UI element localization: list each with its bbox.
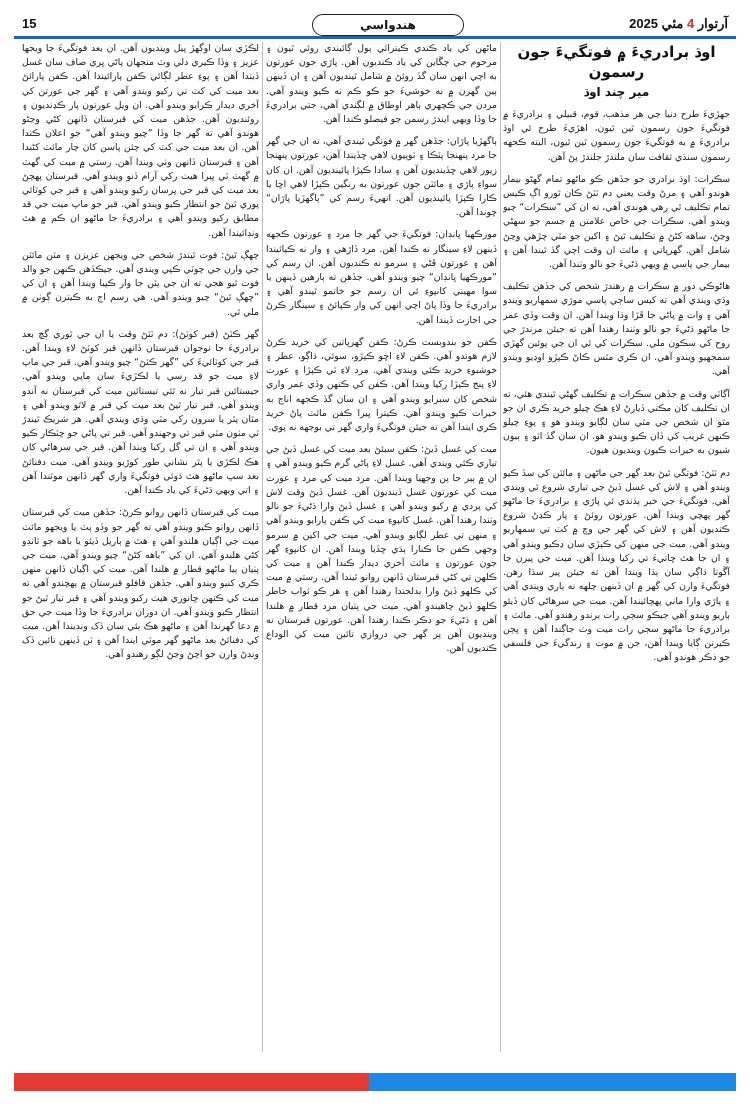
article-column-2 xyxy=(266,42,497,1052)
paragraph: ميت کي غسل ڏيڻ: ڪفن سبئڻ بعد ميت کي غسل ڏيڻ جي تياري ڪئي ويندي آهي. غسل لاءِ پاڻي گرم ڪيو ويندو آهي ۽ ان ۾ ٻير جا پن وجهيا ويندا آهن. مرد ميت کي مرد ۽ عورت ميت کي عورتون غسل ڏينديون آهن. غسل ڏيڻ وقت لاش کي پردي ۾ رکيو ويندو آهي ۽ غسل ڏيڻ وارا ڌڻيءَ جو نالو وٺندا رهندا آهن. غسل کانپوءِ ميت کي ڪفن پارايو ويندو آهي ۽ منهن تي عطر لڳايو ويندو آهي. ميت جي اکين ۾ سرمو وجهي ڪفن جا ڪنارا ٻڌي ڇڏيا ويندا آهن. ان کانپوءِ گهر جون عورتون ۽ مائٽ آخري ديدار ڪندا آهن ۽ ميت کي ڪلهن تي کڻي قبرستان ڏانهن روانو ٿيندا آهن. رستي ۾ ميت کي ڪلهو ڏيڻ وارا بدلجندا رهندا آهن ۽ هر ڪو ثواب خاطر ڪلهو ڏيڻ چاهيندو آهي. ميت جي پٺيان مرد قطار ۾ هلندا آهن ۽ ڌڻيءَ جو ذڪر ڪندا رهندا آهن. عورتون قبرستان نه وينديون آهن پر گهر جي دروازي تائين ميت کي الوداع ڪنديون آهن. xyxy=(266,444,497,655)
page-number: 15 xyxy=(22,16,37,31)
paragraph: ماڻهن کي ياد ڪندي ڪيترائي ٻول ڳائيندي روئي ٿيون ۽ مرحوم جي چڱاين کي ياد ڪنديون آهن. پاڙي جون عورتون به اچي انهن سان گڏ روئڻ ۾ شامل ٿينديون آهن ۽ ان ڏينهن ٻين گهرن ۾ به خوشيءَ جو ڪو ڪم نه ڪيو ويندو آهي. مردن جي ڪچهري ٻاهر اوطاق ۾ لڳندي آهي، جتي برادريءَ جا وڏا ويهي ايندڙ رسمن جو فيصلو ڪندا آهن. xyxy=(266,43,497,126)
paragraph: سڪرات: اوڌ برادري جو جڏهن ڪو ماڻهو تمام گهڻو بيمار هوندو آهي ۽ مرڻ وقت يعني دم ٽٽڻ ڪان ٿورو اڳ ڪيس تمام تڪليف ٿي رهي هوندي آهي، ته ان کي ”سڪرات“ چيو ويندو آهي. سڪرات جي خاص علامتن ۾ جسم جو سهڻي وڃڻ، ساهه کڻڻ ۾ تڪليف ٿيڻ ۽ اکين جو مٿي چڙهي وڃڻ شامل آهن. گهرڀاتي ۽ مائٽ ان وقت اچي گڏ ٿيندا آهن ۽ بيمار جي پاسي ۾ ويهي ڌڻيءَ جو نالو وٺندا آهن. xyxy=(503,173,730,271)
column-divider xyxy=(500,42,501,1052)
article-column-3 xyxy=(22,42,259,1052)
paragraph: چهڳ ٿيڻ: فوت ٿيندڙ شخص جي ويجهن عزيزن ۽ مٽن مائٽن جي وارن جي چوٽي ڪپي ويندي آهي. جيڪڏهن ڪنهن جو والد فوت ٿيو هجي ته ان جي پٽن جا وار ڪپيا ويندا آهن ۽ ان کي ”چهڳ ٿيڻ“ چيو ويندو آهي. هي رسم اڄ به ڪيترن ڳوٺن ۾ ملي ٿي. xyxy=(22,249,259,318)
date-day: آرتوار xyxy=(697,16,728,31)
footer-bar-red xyxy=(14,1073,369,1091)
issue-date xyxy=(629,16,728,32)
paragraph: ٻاگهڙيا پاڙان: جڏهن گهر ۾ فوتگي ٿيندي آهي، ته ان جي گهر جا مرد پنهنجا پٽڪا ۽ ٽوپيون لاهي ڇڏيندا آهن، عورتون پنهنجا زيور لاهي ڇڏينديون آهن ۽ سادا ڪپڙا پائينديون آهن. ان کان سواءِ پاڙي ۽ مائٽن جون عورتون به رنگين ڪپڙا لاهي اڇا يا ڪارا ڪپڙا پائينديون آهن. انهيءَ رسم کي ”ٻاگهڙيا پاڙان“ چوندا آهن. xyxy=(266,136,497,219)
date-month: مئي xyxy=(661,16,684,31)
paragraph: مورڪهيا ڀانڊان: فوتگيءَ جي گهر جا مرد ۽ عورتون ڪجهه ڏينهن لاءِ سينگار نه ڪندا آهن. مرد ڏاڙهي ۽ وار نه ڪپائيندا آهن ۽ عورتون ڦڻي ۽ سرمو نه ڪنديون آهن. ان رسم کي ”مورڪهيا ڀانڊان“ چيو ويندو آهي. جڏهن ته ٻارهين ڏينهن يا سوا مهيني کانپوءِ ئي ان رسم جو خاتمو ٿيندو آهي ۽ برادريءَ جا وڏا پاڻ اچي انهن کي وار ڪپائڻ ۽ سينگار ڪرڻ جي اجازت ڏيندا آهن. xyxy=(266,229,497,326)
header-rule xyxy=(14,36,736,39)
column-divider xyxy=(262,42,263,1052)
page-footer-bar xyxy=(14,1073,736,1091)
date-year: 2025 xyxy=(629,16,659,31)
paragraph: ميت کي قبرستان ڏانهن روانو ڪرڻ: جڏهن ميت کي قبرستان ڏانهن روانو ڪيو ويندو آهي ته گهر جو وڏو پٽ يا ويجهو مائٽ ميت جي اڳيان هلندو آهي ۽ هٿ ۾ ٻاريل ڏيئو يا باهه جو ٽانڊو کڻي هلندو آهي. ان کي ”باهه کڻڻ“ چيو ويندو آهي. ميت جي پٺيان ٻيا ماڻهو قطار ۾ هلندا آهن. ميت کي اڳيان ڏانهن منهن ڪري کنيو ويندو آهي. جڏهن قافلو قبرستان ۾ پهچندو آهي ته ميت کي ڪنهن ڇانوري هيٺ رکيو ويندو آهي ۽ قبر تيار ٿيڻ جو انتظار ڪيو ويندو آهي. ان دوران برادريءَ جا وڏا ميت جي حق ۾ دعا گهرندا آهن ۽ ماڻهو هڪ ٻئي سان ڏک ونڊيندا آهن. ميت کي دفنائڻ بعد ماڻهو گهر موٽي ايندا آهن ۽ ٽن ڏينهن تائين ڏک ونڊڻ وارن جو اچڻ وڃڻ لڳو رهندو آهي. xyxy=(22,507,259,661)
paragraph: جهڙيءَ طرح دنيا جي هر مذهب، قوم، قبيلي ۽ برادريءَ ۾ فوتگيءَ جون رسمون ٿين ٿيون، اهڙيءَ طرح ئي اوڌ برادريءَ ۾ به فوتگيءَ جون رسمون ٿين ٿيون، البته ڪجهه رسمون سنڌي ثقافت سان ملندڙ جلندڙ پڻ آهن. xyxy=(503,109,730,163)
paragraph: لڪڙي سان اوڳهڙ پيل وينديون آهن. ان بعد فوتگيءَ جا ويجها عزيز ۽ وڏا ڪيري دلي وٽ منجهان پاڻي ڀري صاف سان غسل ڏيندا آهن ۽ پوءِ عطر لڳائي ڪفن پارائيندا آهن. ڪفن پارائڻ بعد ميت کي کٽ تي رکيو ويندو آهي ۽ گهر جي عورتن کي آخري ديدار ڪرايو ويندو آهي. ان ويل عورتون پار ڪڍنديون ۽ روئنديون آهن. جڏهن ميت کي قبرستان ڏانهن کڻي وڃڻو هوندو آهي ته گهر جا وڏا ”چيو ويندو آهي“ جو اعلان ڪندا آهن. ان بعد ميت جي کٽ کي چئن پاسن کان چار مائٽ کڻندا آهن ۽ قبرستان ڏانهن وٺي ويندا آهن. رستي ۾ ميت کي گهٽ ۾ گهٽ ٽي ڀيرا هيٺ رکي آرام ڏنو ويندو آهي. قبرستان پهچڻ بعد ميت کي قبر جي ڀرسان رکيو ويندو آهي ۽ قبر جي کوٽائي پوري ٿيڻ جو انتظار ڪيو ويندو آهي. قبر جو ماپ ميت جي قد مطابق رکيو ويندو آهي ۽ برادريءَ جا ماڻهو ان ڪم ۾ هٿ ونڊائيندا آهن. xyxy=(22,43,259,239)
article-author: مير چند اوڌ xyxy=(583,85,650,99)
paragraph: دم ٽٽڻ: فوتگي ٿيڻ بعد گهر جي ماڻهن ۽ مائٽن کي سڏ ڪيو ويندو آهي ۽ لاش کي غسل ڏيڻ جي تياري شروع ٿي ويندي آهي. فوتگيءَ جي خبر ٻڌندي ئي پاڙي ۽ برادريءَ جا ماڻهو گهر پهچي ويندا آهن. عورتون روئڻ ۽ پار ڪڍڻ شروع ڪنديون آهن ۽ لاش کي گهر جي وچ ۾ کٽ تي سمهاريو ويندو آهي. ميت جي منهن کي ڪپڙي سان ڍڪيو ويندو آهي ۽ ان جا هٿ ڇاتيءَ تي رکيا ويندا آهن. ميت جي پيرن جا آڱوٺا ڌاڳي سان ٻڌا ويندا آهن ته جيئن پير سڌا رهن. فوتگيءَ وارن کي گهر ۾ ان ڏينهن چلهه نه ٻاري ويندي آهي ۽ پاڙي وارا ماني پهچائيندا آهن. ميت جي سرهاڻي کان ڏيئو ٻاريو ويندو آهي جيڪو سڄي رات ٻرندو رهندو آهي. مائٽ ۽ برادريءَ جا ماڻهو سڄي رات ميت وٽ جاڳندا آهن ۽ ڀڄن ڪيرتن ڳايا ويندا آهن، جن ۾ موت ۽ زندگيءَ جي فلسفي جو ذڪر هوندو آهي. xyxy=(503,467,730,664)
masthead-logo: هندواسي xyxy=(312,14,464,36)
page-header xyxy=(14,12,736,38)
date-number: 4 xyxy=(687,16,695,31)
article-column-1 xyxy=(503,42,730,1052)
paragraph: آڳاٽي وقت ۾ جڏهن سڪرات ۾ تڪليف گهڻي ٿيندي هئي، ته ان تڪليف کان مڪتي ڏيارڻ لاءِ هڪ چيلو خريد ڪري ان جو مٿو ان شخص جي مٿي سان لڳايو ويندو هو ۽ پوءِ چيلو ڪنهن غريب کي ڏان ڪيو ويندو هو. ان سان گڏ اٽو ۽ ٻيون شيون به خيرات ڪيون وينديون هيون. xyxy=(503,388,730,457)
article-title: اوڌ برادريءَ ۾ فوتگيءَ جون رسمون xyxy=(517,43,716,81)
paragraph: هاڻوڪي دور ۾ سڪرات ۾ رهندڙ شخص کي جڏهن تڪليف وڌي ويندي آهي ته کيس ساڄي پاسي موڙي سمهاريو ويندو آهي ۽ وات ۾ پاڻي جا ڦڙا وڌا ويندا آهن. ان وقت وڏي عمر جا ماڻهو ڌڻيءَ جو نالو وٺندا رهندا آهن ته جيئن مرندڙ جي روح کي سڪون ملي. سڪرات کي ئي ان جي پوئين گهڙي سمجهيو ويندو آهي. ان ڪري مٿس ڪاڻ ڪپڙو اوڍيو ويندو آهي. xyxy=(503,281,730,378)
footer-bar-blue xyxy=(369,1073,736,1091)
paragraph: گهر ڪٽڻ (قبر کوٽڻ): دم ٽٽڻ وقت يا ان جي ٿوري ڳچ بعد برادريءَ جا نوجوان قبرستان ڏانهن قبر کوٽڻ لاءِ ويندا آهن. قبر جي کوٽائيءَ کي ”گهر ڪٽڻ“ چيو ويندو آهي. قبر جي ماپ لاءِ ميت جو قد رسي يا لڪڙيءَ سان ماپي ويندو آهي. جيستائين قبر تيار نه ٿئي تيستائين ميت کي قبرستان نه آندو ويندو آهي. قبر تيار ٿيڻ بعد ميت کي قبر ۾ لاٿو ويندو آهي ۽ مٿان پٿر يا سرون رکي مٽي وڌي ويندي آهي. هر شريڪ ٿيندڙ ٽي مٺون مٽي قبر تي وجهندو آهي. قبر تي پاڻي جو ڇٽڪار ڪيو ويندو آهي ۽ ان تي گل رکيا ويندا آهن. قبر جي سرهاڻي کان هڪ لڪڙي يا پٿر نشاني طور کوڙيو ويندو آهي. ميت دفنائڻ بعد سڀ ماڻهو هٿ ڌوئي فوتگيءَ واري گهر ڏانهن موٽندا آهن ۽ اتي ويهي ڌڻيءَ کي ياد ڪندا آهن. xyxy=(22,328,259,497)
paragraph: ڪفن جو بندوبست ڪرڻ: ڪفن گهرڀاتين کي خريد ڪرڻ لازم هوندو آهي. ڪفن لاءِ اڇو ڪپڙو، سوئي، ڌاڳو، عطر ۽ خوشبوءِ خريد ڪئي ويندي آهي. مرد لاءِ ٽي ڪپڙا ۽ عورت لاءِ پنج ڪپڙا رکيا ويندا آهن. ڪفن کي ڪنهن وڏي عمر واري شخص کان سبرايو ويندو آهي ۽ ان سان گڏ ڪجهه اناج به خيرات ڪيو ويندو آهي. ڪيترا ڀيرا ڪفن مائٽ پاڻ خريد ڪري ايندا آهن ته جيئن فوتگيءَ واري گهر تي بوجهه نه پوي. xyxy=(266,336,497,434)
